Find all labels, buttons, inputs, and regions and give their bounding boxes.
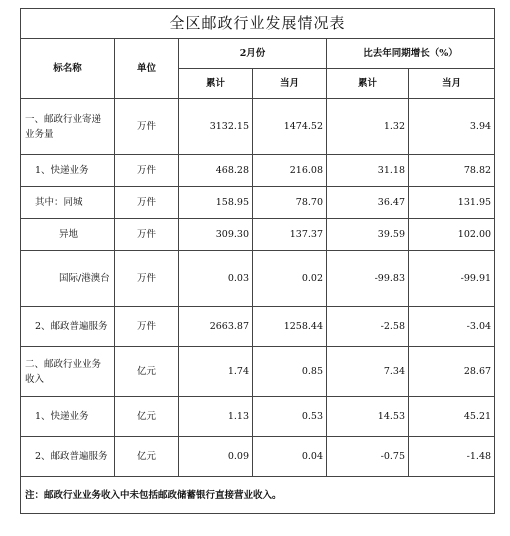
table-row [21, 187, 495, 219]
table-row [21, 347, 495, 397]
table-row [21, 155, 495, 187]
row-growth-month: 131.95 [409, 187, 495, 219]
row-name: 1、快递业务 [21, 397, 115, 437]
row-cumulative: 1.13 [179, 397, 253, 437]
row-unit: 万件 [115, 155, 179, 187]
header-cumulative: 累计 [179, 69, 253, 99]
row-month: 0.02 [253, 251, 327, 307]
row-cumulative: 3132.15 [179, 99, 253, 155]
row-growth-cumulative: 7.34 [327, 347, 409, 397]
table-row [21, 397, 495, 437]
row-month: 0.04 [253, 437, 327, 477]
row-name: 异地 [21, 219, 115, 251]
row-unit: 万件 [115, 187, 179, 219]
row-month: 0.53 [253, 397, 327, 437]
row-name: 1、快递业务 [21, 155, 115, 187]
row-cumulative: 309.30 [179, 219, 253, 251]
row-growth-cumulative: 14.53 [327, 397, 409, 437]
row-name: 二、邮政行业业务收入 [21, 347, 115, 397]
row-name: 2、邮政普遍服务 [21, 307, 115, 347]
row-unit: 万件 [115, 307, 179, 347]
row-growth-month: 28.67 [409, 347, 495, 397]
row-month: 1474.52 [253, 99, 327, 155]
row-growth-cumulative: -99.83 [327, 251, 409, 307]
table-row [21, 307, 495, 347]
row-name: 2、邮政普遍服务 [21, 437, 115, 477]
row-growth-month: 3.94 [409, 99, 495, 155]
header-growth-cumulative: 累计 [327, 69, 409, 99]
row-cumulative: 1.74 [179, 347, 253, 397]
row-growth-month: -99.91 [409, 251, 495, 307]
row-month: 1258.44 [253, 307, 327, 347]
table-row [21, 219, 495, 251]
row-cumulative: 0.03 [179, 251, 253, 307]
row-growth-month: 102.00 [409, 219, 495, 251]
row-unit: 万件 [115, 251, 179, 307]
row-growth-month: 45.21 [409, 397, 495, 437]
header-feb: 2月份 [179, 39, 327, 69]
postal-industry-table [20, 8, 495, 514]
row-month: 0.85 [253, 347, 327, 397]
table-note: 注：邮政行业业务收入中未包括邮政储蓄银行直接营业收入。 [21, 477, 495, 514]
row-name: 国际/港澳台 [21, 251, 115, 307]
row-growth-month: -3.04 [409, 307, 495, 347]
row-unit: 万件 [115, 219, 179, 251]
table-row [21, 437, 495, 477]
row-growth-cumulative: 39.59 [327, 219, 409, 251]
table-row [21, 251, 495, 307]
header-growth: 比去年同期增长（%） [327, 39, 495, 69]
row-growth-month: 78.82 [409, 155, 495, 187]
row-growth-cumulative: -2.58 [327, 307, 409, 347]
row-name: 一、邮政行业寄递业务量 [21, 99, 115, 155]
row-cumulative: 158.95 [179, 187, 253, 219]
row-growth-cumulative: -0.75 [327, 437, 409, 477]
row-cumulative: 0.09 [179, 437, 253, 477]
row-cumulative: 468.28 [179, 155, 253, 187]
row-cumulative: 2663.87 [179, 307, 253, 347]
row-unit: 亿元 [115, 347, 179, 397]
row-growth-cumulative: 36.47 [327, 187, 409, 219]
row-name: 其中：同城 [21, 187, 115, 219]
header-unit: 单位 [115, 39, 179, 99]
row-month: 137.37 [253, 219, 327, 251]
row-unit: 万件 [115, 99, 179, 155]
row-unit: 亿元 [115, 437, 179, 477]
row-month: 216.08 [253, 155, 327, 187]
row-growth-cumulative: 1.32 [327, 99, 409, 155]
row-month: 78.70 [253, 187, 327, 219]
row-growth-cumulative: 31.18 [327, 155, 409, 187]
header-month: 当月 [253, 69, 327, 99]
header-indicator: 标名称 [21, 39, 115, 99]
row-unit: 亿元 [115, 397, 179, 437]
header-growth-month: 当月 [409, 69, 495, 99]
table-row [21, 99, 495, 155]
row-growth-month: -1.48 [409, 437, 495, 477]
table-title: 全区邮政行业发展情况表 [21, 9, 495, 39]
